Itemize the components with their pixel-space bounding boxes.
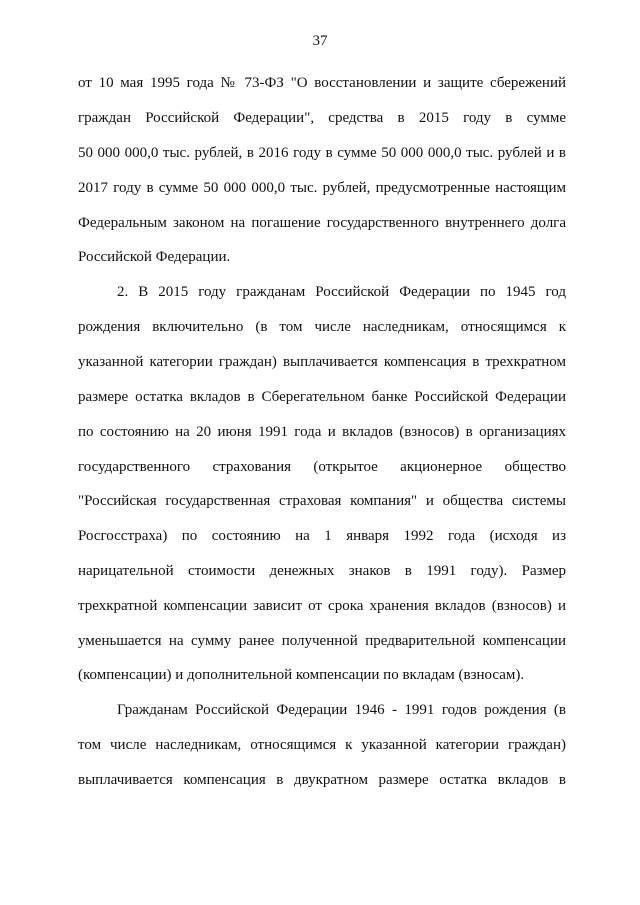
page-number: 37	[312, 33, 328, 49]
text-line: 50 000 000,0 тыс. рублей, в 2016 году в сумме 50 000 000,0 тыс. рублей и в	[78, 145, 566, 161]
text-line: государственного страхования (открытое акционерное общество	[78, 459, 566, 475]
text-line: Росгосстраха) по состоянию на 1 января 1992 года (исходя из	[78, 528, 566, 544]
text-line: указанной категории граждан) выплачивается компенсация в трехкратном	[78, 354, 566, 370]
text-line: 2017 году в сумме 50 000 000,0 тыс. рублей, предусмотренные настоящим	[78, 180, 566, 196]
text-line: Федеральным законом на погашение государственного внутреннего долга	[78, 215, 566, 231]
text-line: "Российская государственная страховая компания" и общества системы	[78, 493, 566, 509]
text-line: 2. В 2015 году гражданам Российской Федерации по 1945 год	[117, 284, 566, 300]
text-line: уменьшается на сумму ранее полученной предварительной компенсации	[78, 633, 566, 649]
text-line: выплачивается компенсация в двукратном размере остатка вкладов в	[78, 772, 566, 788]
text-line: (компенсации) и дополнительной компенсации по вкладам (взносам).	[78, 667, 525, 683]
text-line: том числе наследникам, относящимся к указанной категории граждан)	[78, 737, 566, 753]
text-line: по состоянию на 20 июня 1991 года и вкладов (взносов) в организациях	[78, 424, 566, 440]
text-line: от 10 мая 1995 года № 73-ФЗ "О восстановлении и защите сбережений	[78, 75, 566, 91]
text-line: граждан Российской Федерации", средства в 2015 году в сумме	[78, 110, 566, 126]
text-line: Гражданам Российской Федерации 1946 - 1991 годов рождения (в	[117, 702, 566, 718]
text-line: нарицательной стоимости денежных знаков в 1991 году). Размер	[78, 563, 566, 579]
text-line: Российской Федерации.	[78, 249, 231, 265]
text-line: размере остатка вкладов в Сберегательном банке Российской Федерации	[78, 389, 566, 405]
text-line: рождения включительно (в том числе наследникам, относящимся к	[78, 319, 566, 335]
text-line: трехкратной компенсации зависит от срока хранения вкладов (взносов) и	[78, 598, 566, 614]
